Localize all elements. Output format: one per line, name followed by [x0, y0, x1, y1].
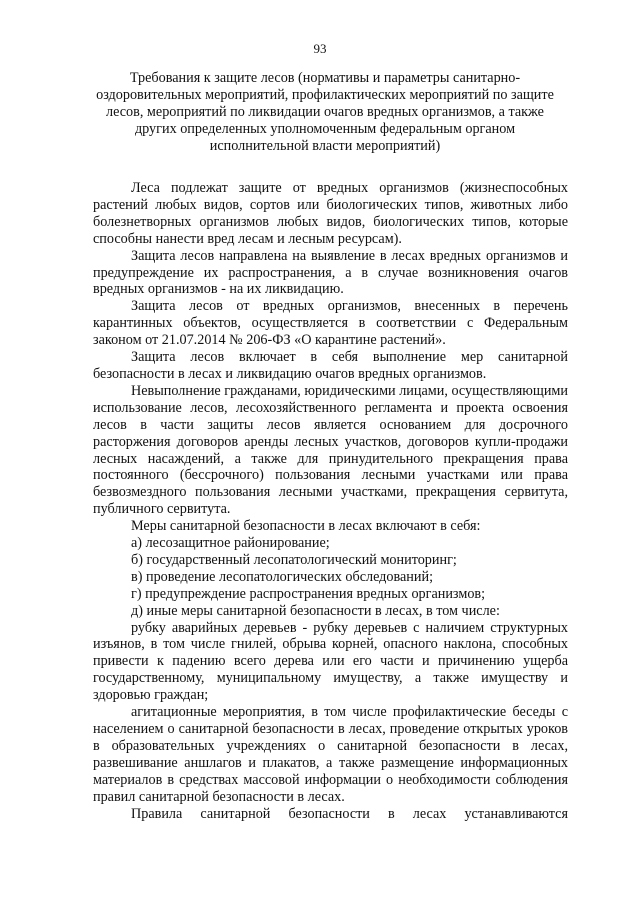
list-item: д) иные меры санитарной безопасности в лесах, в том числе:	[131, 602, 500, 619]
paragraph: Меры санитарной безопасности в лесах включают в себя:	[131, 518, 481, 535]
paragraph: Леса подлежат защите от вредных организмов (жизнеспособных растений любых видов, сортов или биологических типов, животных либо болезнетворных организмов любых видов, биологических типов, которые способны нанести вред лесам и лесным ресурсам).	[93, 180, 568, 247]
paragraph: Защита лесов включает в себя выполнение мер санитарной безопасности в лесах и ликвидацию очагов вредных организмов.	[93, 349, 568, 382]
document-body	[93, 180, 568, 822]
list-item: б) государственный лесопатологический мониторинг;	[131, 551, 457, 568]
paragraph: Правила санитарной безопасности в лесах устанавливаются	[131, 805, 568, 822]
section-title: Требования к защите лесов (нормативы и параметры санитарно-оздоровительных мероприятий, профилактических мероприятий по защите лесов, мероприятий по ликвидации очагов вредных организмов, а также других определенных уполномоченным федеральным органом исполнительной власти мероприятий)	[96, 70, 554, 154]
paragraph: Защита лесов от вредных организмов, внесенных в перечень карантинных объектов, осуществляется в соответствии с Федеральным законом от 21.07.2014 № 206-ФЗ «О карантине растений».	[93, 298, 568, 349]
page-number: 93	[313, 41, 327, 56]
paragraph: рубку аварийных деревьев - рубку деревьев с наличием структурных изъянов, в том числе гнилей, обрыва корней, опасного наклона, способных привести к падению всего дерева или его части и причинению ущерба государственному, муниципальному имуществу, а также имуществу и здоровью граждан;	[93, 619, 568, 704]
list-item: а) лесозащитное районирование;	[131, 535, 330, 552]
paragraph: Защита лесов направлена на выявление в лесах вредных организмов и предупреждение их распространения, а в случае возникновения очагов вредных организмов - на их ликвидацию.	[93, 247, 568, 298]
paragraph: Невыполнение гражданами, юридическими лицами, осуществляющими использование лесов, лесохозяйственного регламента и проекта освоения лесов в части защиты лесов является основанием для досрочного расторжения договоров аренды лесных участков, договоров купли-продажи лесных насаждений, а также для принудительного прекращения права постоянного (бессрочного) пользования лесными участками или права безвозмездного пользования лесными участками, прекращения сервитута, публичного сервитута.	[93, 382, 568, 518]
list-item: в) проведение лесопатологических обследований;	[131, 568, 434, 585]
paragraph: агитационные мероприятия, в том числе профилактические беседы с населением о санитарной безопасности в лесах, проведение открытых уроков в образовательных учреждениях о санитарной безопасности в лесах, развешивание аншлагов и плакатов, а также размещение информационных материалов в средствах массовой информации о необходимости соблюдения правил санитарной безопасности в лесах.	[93, 704, 568, 805]
list-item: г) предупреждение распространения вредных организмов;	[131, 585, 486, 602]
